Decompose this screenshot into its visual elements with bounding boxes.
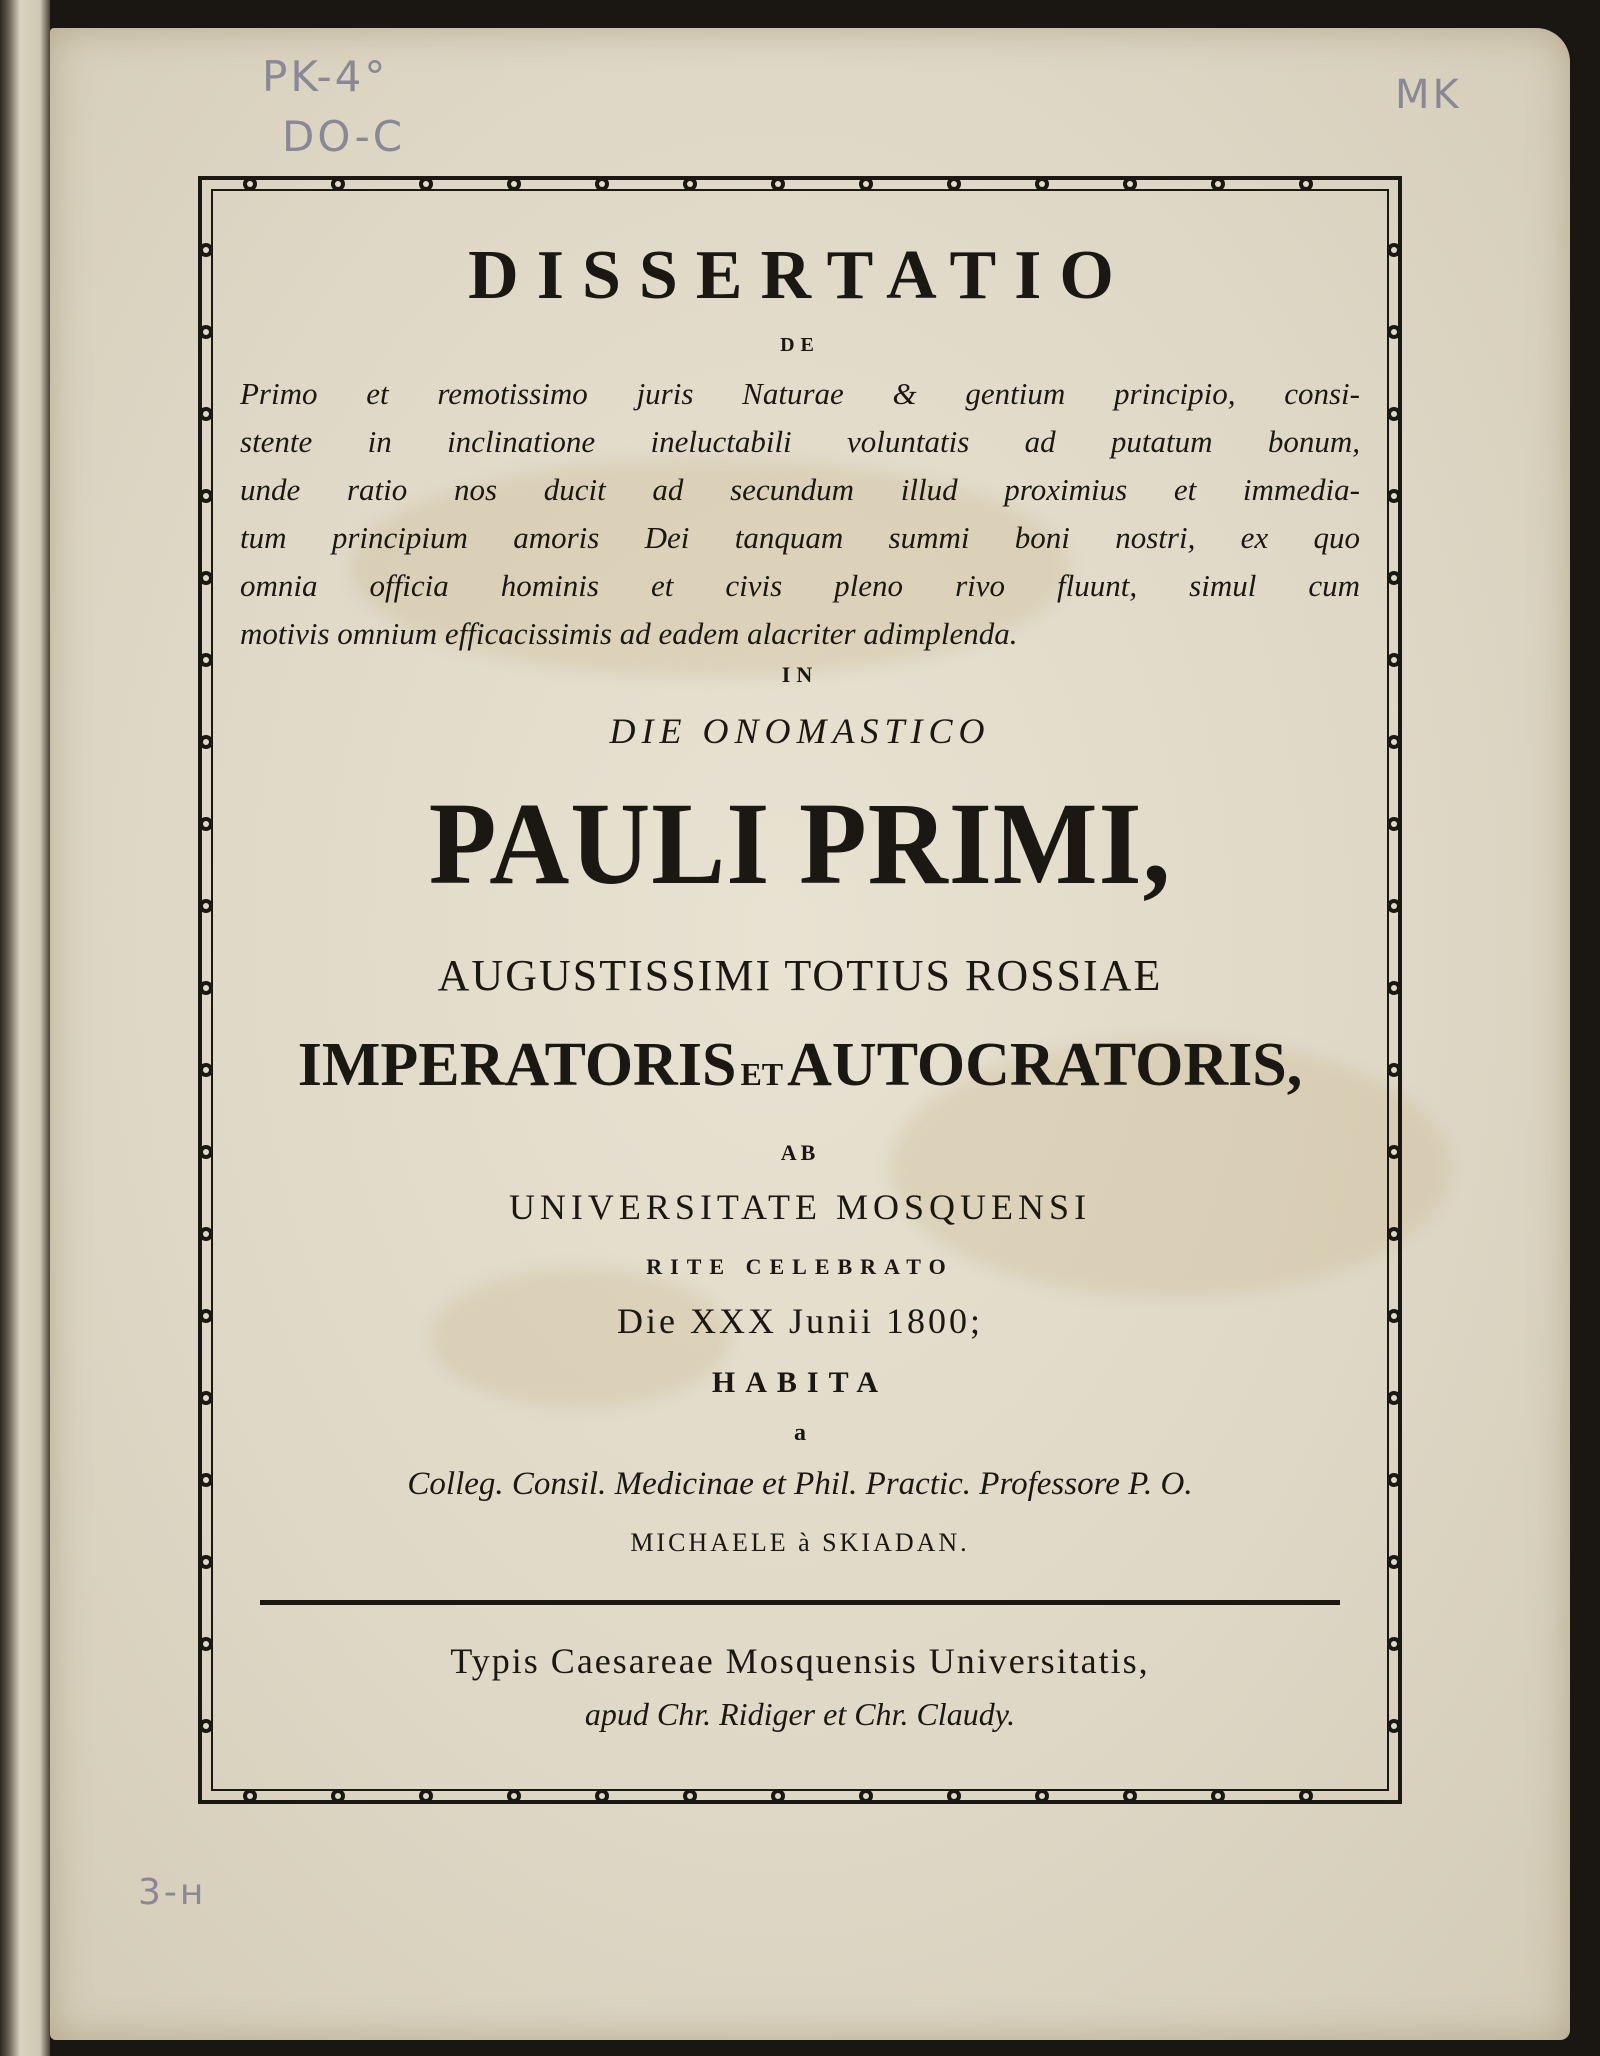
border-ornament bbox=[203, 1231, 209, 1237]
ab-label: AB bbox=[780, 1140, 820, 1165]
title-page-content bbox=[230, 0, 1370, 2056]
de-label: DE bbox=[780, 334, 820, 356]
border-ornament bbox=[203, 1723, 209, 1729]
subject-paragraph bbox=[240, 370, 1360, 658]
border-ornament bbox=[1391, 1313, 1397, 1319]
border-ornament bbox=[203, 1149, 209, 1155]
institution-line: UNIVERSITATE MOSQUENSI bbox=[508, 1187, 1092, 1227]
imprint-line-1: Typis Caesareae Mosquensis Universitatis, bbox=[450, 1641, 1150, 1681]
border-ornament bbox=[203, 1477, 209, 1483]
border-ornament bbox=[1391, 821, 1397, 827]
border-ornament bbox=[1391, 1723, 1397, 1729]
handwritten-bottom-mark: 3-н bbox=[138, 1872, 207, 1913]
border-ornament bbox=[203, 903, 209, 909]
autocratoris-word: AUTOCRATORIS, bbox=[787, 1031, 1303, 1099]
handwritten-shelfmark-top: PK-4° bbox=[262, 52, 389, 101]
border-ornament bbox=[1391, 1231, 1397, 1237]
handwritten-corner-mark: MK bbox=[1395, 72, 1462, 118]
border-ornament bbox=[1391, 411, 1397, 417]
book-spine-edge bbox=[0, 0, 50, 2056]
border-ornament bbox=[203, 329, 209, 335]
celebrated-line: RITE CELEBRATO bbox=[646, 1254, 954, 1279]
a-label: a bbox=[794, 1420, 806, 1446]
border-ornament bbox=[1391, 575, 1397, 581]
dissertation-title: DISSERTATIO bbox=[468, 237, 1132, 314]
border-ornament bbox=[203, 1395, 209, 1401]
subject-line: Primo et remotissimo juris Naturae & gentium principio, consi- bbox=[240, 376, 1360, 411]
imperatoris-word: IMPERATORIS bbox=[297, 1031, 737, 1099]
imprint-separator-rule bbox=[260, 1600, 1340, 1605]
border-ornament bbox=[203, 821, 209, 827]
border-ornament bbox=[203, 493, 209, 499]
border-ornament bbox=[1391, 657, 1397, 663]
subject-line: stente in inclinatione ineluctabili voluntatis ad putatum bonum, bbox=[240, 424, 1360, 459]
border-ornament bbox=[1391, 1067, 1397, 1073]
border-ornament bbox=[203, 411, 209, 417]
subject-line: tum principium amoris Dei tanquam summi boni nostri, ex quo bbox=[240, 520, 1360, 555]
occasion-line: DIE ONOMASTICO bbox=[609, 711, 991, 751]
border-ornament bbox=[1391, 1477, 1397, 1483]
imprint-line-2: apud Chr. Ridiger et Chr. Claudy. bbox=[584, 1696, 1016, 1732]
border-ornament bbox=[1391, 739, 1397, 745]
border-ornament bbox=[1391, 903, 1397, 909]
border-ornament bbox=[203, 657, 209, 663]
subject-line: omnia officia hominis et civis pleno rivo fluunt, simul cum bbox=[240, 568, 1360, 603]
border-ornament bbox=[1391, 1149, 1397, 1155]
honoree-title-line-1: AUGUSTISSIMI TOTIUS ROSSIAE bbox=[437, 951, 1163, 1000]
border-ornament bbox=[203, 247, 209, 253]
subject-line: motivis omnium efficacissimis ad eadem alacriter adimplenda. bbox=[240, 616, 1018, 651]
border-ornament bbox=[1391, 1641, 1397, 1647]
date-line: Die XXX Junii 1800; bbox=[617, 1301, 983, 1341]
honoree-name: PAULI PRIMI, bbox=[428, 778, 1172, 909]
border-ornament bbox=[203, 575, 209, 581]
border-ornament bbox=[1391, 985, 1397, 991]
border-ornament bbox=[1391, 1395, 1397, 1401]
et-word: ET bbox=[740, 1056, 784, 1092]
author-title-line: Colleg. Consil. Medicinae et Phil. Practic. Professore P. O. bbox=[407, 1466, 1193, 1502]
habita-line: HABITA bbox=[711, 1366, 889, 1399]
border-ornament bbox=[1391, 329, 1397, 335]
border-ornament bbox=[203, 1559, 209, 1565]
in-label: IN bbox=[781, 662, 819, 687]
border-ornament bbox=[1391, 493, 1397, 499]
subject-line: unde ratio nos ducit ad secundum illud proximius et immedia- bbox=[240, 472, 1360, 507]
border-ornament bbox=[203, 739, 209, 745]
border-ornament bbox=[203, 1641, 209, 1647]
border-ornament bbox=[203, 985, 209, 991]
border-ornament bbox=[203, 1313, 209, 1319]
border-ornament bbox=[1391, 1559, 1397, 1565]
honoree-title-line-2 bbox=[230, 1030, 1370, 1101]
handwritten-shelfmark-bottom: DO-C bbox=[282, 112, 406, 161]
border-ornament bbox=[1391, 247, 1397, 253]
author-line: MICHAELE à SKIADAN. bbox=[630, 1528, 970, 1557]
border-ornament bbox=[203, 1067, 209, 1073]
